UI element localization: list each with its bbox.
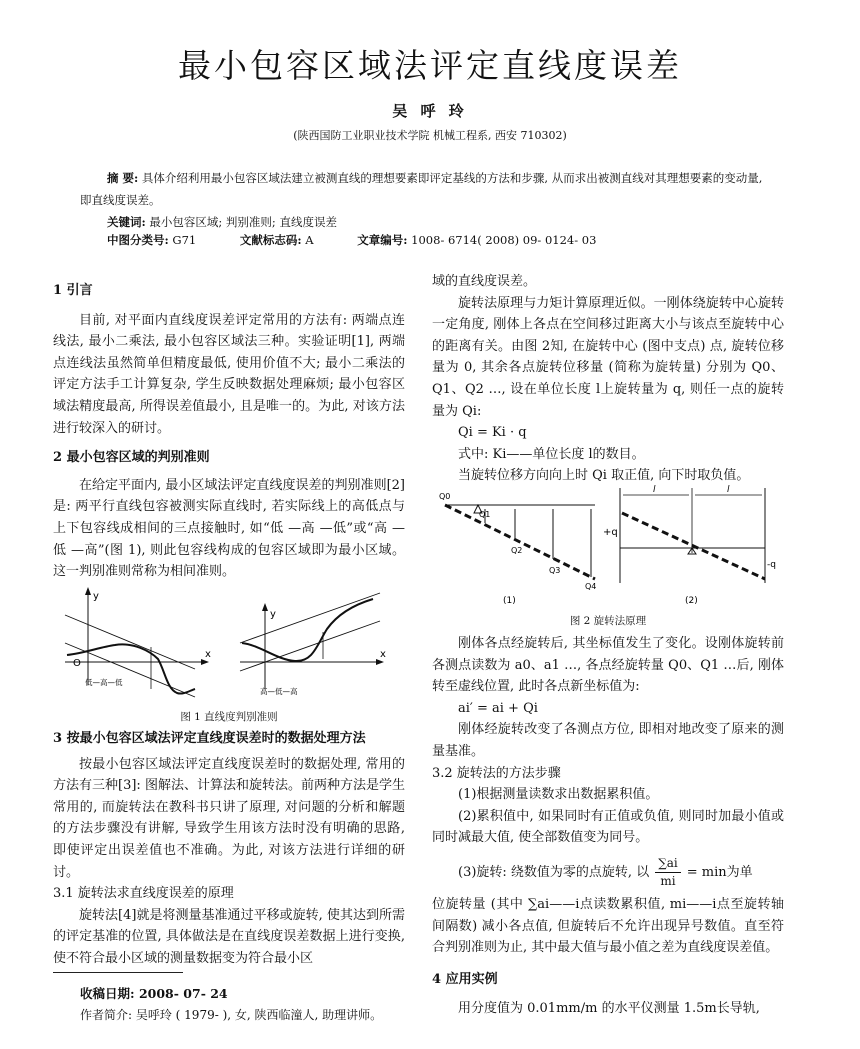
x-label: x: [205, 649, 211, 660]
section-3-1-text: 旋转法[4]就是将测量基准通过平移或旋转, 使其达到所需的评定基准的位置, 具体做法是在直线度误差数据上进行变换, 使不符合最小区域的测量数据变为符合最小区: [53, 907, 405, 966]
plus-q-label: +q: [603, 527, 618, 538]
doc-value: A: [305, 233, 314, 247]
section-1-text: 目前, 对平面内直线度误差评定常用的方法有: 两端点连线法, 最小二乘法, 最小包容区域法三种。实验证明[1], 两端点连线法虽然简单但精度最低, 使用价值不大; 最小二乘法的评定方法手工计算复杂, 学生反映数据处理麻烦; 最小包容区域法精度最高, 所得误差值最小, 且是唯一的。为此, 对该方法进行较深入的研讨。: [53, 312, 405, 436]
figure-1-right-plot: [240, 593, 386, 696]
fraction-denominator: mi: [660, 873, 676, 888]
section-1-heading: 1 引言: [53, 283, 93, 298]
origin-label: O: [73, 658, 81, 669]
footnote-rule: [53, 972, 183, 973]
point-label-q3: Q3: [549, 566, 561, 575]
figure-1-left-plot: [65, 587, 211, 697]
step-3-text-c: 位旋转量 (其中 ∑ai——i点读数累积值, mi——i点至旋转轴间隔数) 减小各点值, 但旋转后不允许出现异号数值。直至符合判别准则为止, 其中最大值与最小值之差为直线度误差值。: [432, 896, 784, 956]
section-3-heading: 3 按最小包容区域法评定直线度误差时的数据处理方法: [53, 731, 366, 746]
formula-ai: ai′ = ai + Qi: [458, 700, 538, 716]
article-value: 1008- 6714( 2008) 09- 0124- 03: [411, 233, 597, 247]
y-label: y: [270, 609, 276, 620]
point-label-q4: Q4: [585, 582, 597, 591]
continued-text: 域的直线度误差。: [432, 274, 537, 289]
right-column: [432, 271, 784, 487]
formula-note: 式中: Ki——单位长度 l的数目。: [458, 446, 645, 462]
figure-2-sub-1-label: (1): [503, 596, 516, 606]
figure-2: [435, 483, 785, 611]
paper-title: 最小包容区域法评定直线度误差: [178, 46, 682, 85]
section-3-2-heading: 3.2 旋转法的方法步骤: [432, 765, 561, 781]
clc-value: G71: [172, 233, 197, 247]
article-label: 文章编号:: [357, 233, 408, 247]
step-3-fraction: [655, 855, 681, 890]
dimension-l-label-1: l: [653, 485, 656, 495]
y-axis-arrow: [262, 603, 268, 611]
figure-2-sub-2: [603, 485, 776, 606]
figure-2-sub-2-label: (2): [685, 596, 698, 606]
abstract-block: [80, 167, 770, 233]
figure-1-caption: 图 1 直线度判别准则: [180, 711, 278, 723]
doc-label: 文献标志码:: [239, 233, 302, 247]
rotated-line: [622, 513, 765, 579]
section-2-text: 在给定平面内, 最小区域法评定直线度误差的判别准则[2]是: 两平行直线包容被测实际直线时, 若实际线上的高低点与上下包容线成相间的三点接触时, 如“低 —高 —低”或“高 —低 —高”(图 1), 则此包容线构成的包容区域即为最小区域。这一判别准则常称为相间准则。: [53, 477, 405, 580]
abstract-label: 摘 要:: [107, 171, 139, 185]
rotated-line: [445, 505, 595, 579]
formula-qi: Qi = Ki · q: [458, 425, 527, 441]
minus-q-label: -q: [767, 560, 776, 570]
left-column: [53, 280, 405, 583]
abstract-text: 具体介绍利用最小包容区域法建立被测直线的理想要素即评定基线的方法和步骤, 从而求出被测直线对其理想要素的变动量, 即直线度误差。: [80, 171, 763, 207]
rotation-principle-text: 旋转法原理与力矩计算原理近似。一刚体绕旋转中心旋转一定角度, 刚体上各点在空间移过距离大小与该点至旋转中心的距离有关。由图 2知, 在旋转中心 (图中支点) 点, 旋转位移量为 0, 其余各点旋转位移量 (简称为旋转量) 分别为 Q0、Q1、Q2 …, 设在单位长度 l上旋转量为 q, 则任一点的旋转量为 Qi:: [432, 295, 784, 419]
section-3-text: 按最小包容区域法评定直线度误差时的数据处理, 常用的方法有三种[3]: 图解法、计算法和旋转法。前两种方法是学生常用的, 而旋转法在教科书只讲了原理, 对问题的分析和解题的方法步骤没有讲解, 导致学生用该方法时没有明确的思路, 即使评定出误差值也不准确。为此, 对该方法进行详细的研讨。: [53, 756, 405, 880]
figure-1: [55, 585, 405, 703]
right-column-lower: [432, 633, 784, 1020]
point-label-q2: Q2: [511, 546, 523, 555]
section-2-heading: 2 最小包容区域的判别准则: [53, 450, 210, 466]
lower-envelope-line: [240, 621, 380, 671]
fraction-numerator: ∑ai: [655, 855, 681, 873]
step-2-text: (2)累积值中, 如果同时有正值或负值, 则同时加最小值或同时减最大值, 使全部数值变为同号。: [432, 808, 784, 846]
step-3-text-b: = min为单: [686, 864, 753, 880]
baseline-change-text: 刚体经旋转改变了各测点方位, 即相对地改变了原来的测量基准。: [432, 722, 784, 759]
x-label: x: [380, 649, 386, 660]
affiliation: (陕西国防工业职业技术学院 机械工程系, 西安 710302): [293, 129, 567, 142]
section-3-1-heading: 3.1 旋转法求直线度误差的原理: [53, 886, 234, 902]
left-column-lower: [53, 728, 405, 970]
figure-2-sub-1: [439, 492, 596, 606]
dimension-l-label-2: l: [727, 485, 730, 495]
received-date: 收稿日期: 2008- 07- 24: [80, 986, 228, 1001]
point-label-q1: Q1: [479, 510, 491, 519]
author-name: 吴 呼 玲: [392, 102, 468, 120]
figure-1-left-label: 低—高—低: [85, 678, 123, 687]
section-4-heading: 4 应用实例: [432, 971, 498, 987]
y-label: y: [93, 591, 99, 602]
upper-envelope-line: [65, 615, 195, 669]
measured-curve: [242, 599, 373, 661]
sign-convention-text: 当旋转位移方向向上时 Qi 取正值, 向下时取负值。: [458, 468, 750, 484]
step-1-text: (1)根据测量读数求出数据累积值。: [458, 787, 659, 803]
author-bio: 作者简介: 吴呼玲 ( 1979- ), 女, 陕西临潼人, 助理讲师。: [80, 1008, 383, 1022]
section-4-text: 用分度值为 0.01mm/m 的水平仪测量 1.5m长导轨,: [458, 1001, 760, 1017]
point-label-q0: Q0: [439, 492, 451, 501]
classification-line: [107, 232, 596, 248]
clc-label: 中图分类号:: [107, 233, 169, 247]
figure-2-caption: 图 2 旋转法原理: [569, 615, 647, 627]
keywords-label: 关键词:: [107, 215, 146, 229]
figure-1-right-label: 高—低—高: [260, 687, 298, 696]
keywords-text: 最小包容区域; 判别准则; 直线度误差: [149, 215, 337, 229]
step-3-line: [432, 855, 784, 890]
step-3-text-a: (3)旋转: 绕数值为零的点旋转, 以: [458, 864, 650, 880]
upper-envelope-line: [240, 593, 380, 643]
y-axis-arrow: [85, 587, 91, 595]
coordinate-change-text: 刚体各点经旋转后, 其坐标值发生了变化。设刚体旋转前各测点读数为 a0、a1 …, 各点经旋转量 Q0、Q1 …后, 刚体转至虚线位置, 此时各点新坐标值为:: [432, 636, 784, 695]
